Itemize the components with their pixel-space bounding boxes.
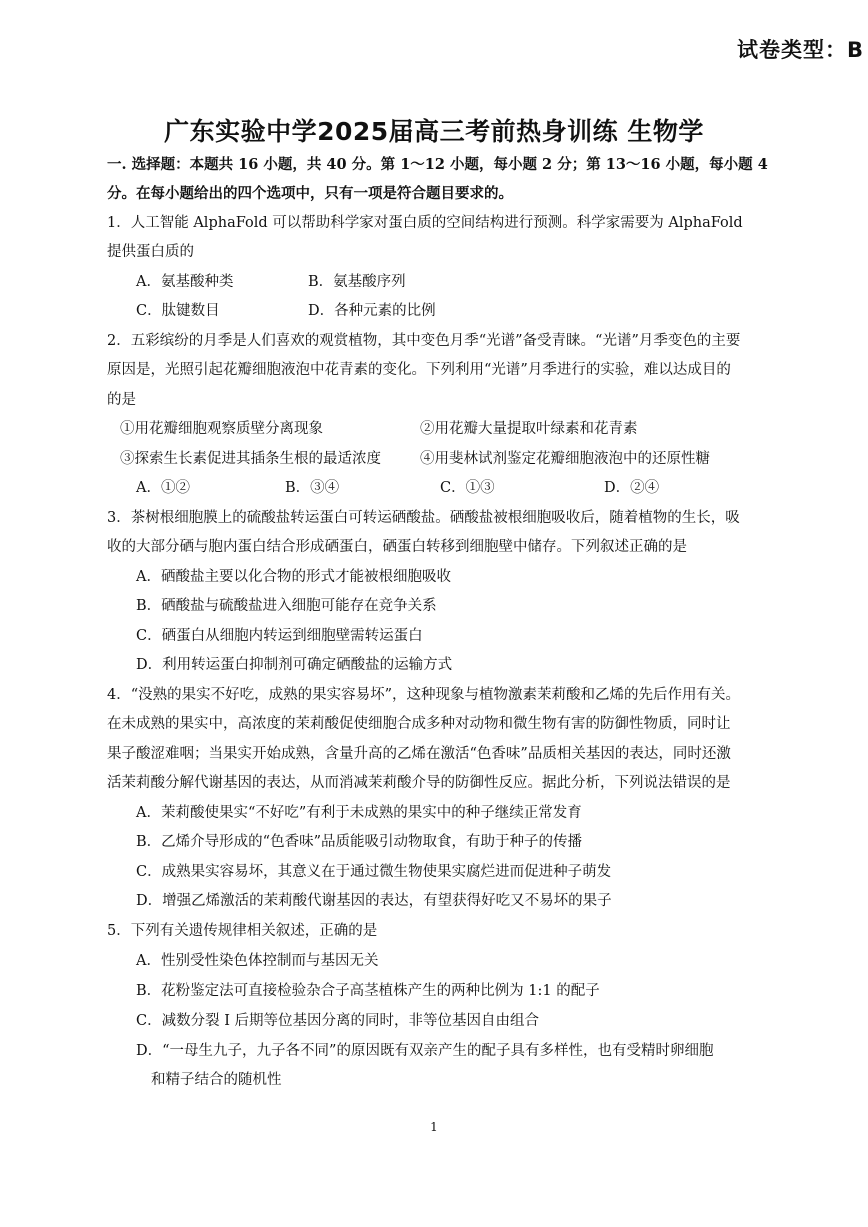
q3-option-c: C．硒蛋白从细胞内转运到细胞壁需转运蛋白 xyxy=(136,628,423,644)
q4-option-c: C．成熟果实容易坏，其意义在于通过微生物使果实腐烂进而促进种子萌发 xyxy=(136,864,612,880)
q1-option-d: D．各种元素的比例 xyxy=(308,303,436,319)
page-title: 广东实验中学2025届高三考前热身训练 生物学 xyxy=(164,117,704,146)
q3-option-b: B．硒酸盐与硫酸盐进入细胞可能存在竞争关系 xyxy=(136,598,437,614)
paper-type-label: 试卷类型：B xyxy=(736,38,864,62)
q5-option-d-line1: D．“一母生九子，九子各不同”的原因既有双亲产生的配子具有多样性，也有受精时卵细胞 xyxy=(136,1043,714,1059)
q4-option-b: B．乙烯介导形成的“色香味”品质能吸引动物取食，有助于种子的传播 xyxy=(136,834,582,850)
q4-stem-line1: 4．“没熟的果实不好吃，成熟的果实容易坏”，这种现象与植物激素茉莉酸和乙烯的先后作用有关。 xyxy=(107,687,741,703)
q4-stem-line3: 果子酸涩难咽；当果实开始成熟，含量升高的乙烯在激活“色香味”品质相关基因的表达，同时还激 xyxy=(107,746,731,762)
q2-stem-line3: 的是 xyxy=(107,392,136,408)
q4-option-d: D．增强乙烯激活的茉莉酸代谢基因的表达，有望获得好吃又不易坏的果子 xyxy=(136,893,612,909)
q5-option-c: C．减数分裂 I 后期等位基因分离的同时，非等位基因自由组合 xyxy=(136,1013,540,1029)
q1-option-c: C．肽键数目 xyxy=(136,303,220,319)
page-number: 1 xyxy=(430,1120,438,1134)
q2-stem-line2: 原因是，光照引起花瓣细胞液泡中花青素的变化。下列利用“光谱”月季进行的实验，难以达成目的 xyxy=(107,362,731,378)
q4-stem-line2: 在未成熟的果实中，高浓度的茉莉酸促使细胞合成多种对动物和微生物有害的防御性物质，同时让 xyxy=(107,716,731,732)
q1-stem-line2: 提供蛋白质的 xyxy=(107,244,194,260)
section-heading-line1: 一. 选择题：本题共 16 小题，共 40 分。第 1～12 小题，每小题 2 分；第 13～16 小题，每小题 4 xyxy=(107,156,768,173)
q2-item-3: ③探索生长素促进其插条生根的最适浓度 xyxy=(120,451,381,467)
q2-option-c: C．①③ xyxy=(440,480,495,496)
q2-item-1: ①用花瓣细胞观察质壁分离现象 xyxy=(120,421,323,437)
q2-option-d: D．②④ xyxy=(604,480,660,496)
q5-option-a: A．性别受性染色体控制而与基因无关 xyxy=(136,953,379,969)
q4-stem-line4: 活茉莉酸分解代谢基因的表达，从而消减茉莉酸介导的防御性反应。据此分析，下列说法错误的是 xyxy=(107,775,731,791)
q3-option-d: D．利用转运蛋白抑制剂可确定硒酸盐的运输方式 xyxy=(136,657,453,673)
q5-option-b: B．花粉鉴定法可直接检验杂合子高茎植株产生的两种比例为 1:1 的配子 xyxy=(136,983,600,999)
q5-stem: 5．下列有关遗传规律相关叙述，正确的是 xyxy=(107,923,378,939)
q4-option-a: A．茉莉酸使果实“不好吃”有利于未成熟的果实中的种子继续正常发育 xyxy=(136,805,582,821)
q1-option-b: B．氨基酸序列 xyxy=(308,274,406,290)
q2-item-4: ④用斐林试剂鉴定花瓣细胞液泡中的还原性糖 xyxy=(420,451,710,467)
q3-option-a: A．硒酸盐主要以化合物的形式才能被根细胞吸收 xyxy=(136,569,451,585)
q5-option-d-line2: 和精子结合的随机性 xyxy=(151,1072,282,1088)
q2-item-2: ②用花瓣大量提取叶绿素和花青素 xyxy=(420,421,638,437)
section-heading-line2: 分。在每小题给出的四个选项中，只有一项是符合题目要求的。 xyxy=(107,185,513,202)
q2-stem-line1: 2．五彩缤纷的月季是人们喜欢的观赏植物，其中变色月季“光谱”备受青睐。“光谱”月季变色的主要 xyxy=(107,333,741,349)
q1-option-a: A．氨基酸种类 xyxy=(136,274,234,290)
q2-option-a: A．①② xyxy=(136,480,190,496)
q2-option-b: B．③④ xyxy=(285,480,340,496)
q3-stem-line1: 3．茶树根细胞膜上的硫酸盐转运蛋白可转运硒酸盐。硒酸盐被根细胞吸收后，随着植物的生长，吸 xyxy=(107,510,740,526)
q3-stem-line2: 收的大部分硒与胞内蛋白结合形成硒蛋白，硒蛋白转移到细胞壁中储存。下列叙述正确的是 xyxy=(107,539,687,555)
q1-stem-line1: 1．人工智能 AlphaFold 可以帮助科学家对蛋白质的空间结构进行预测。科学家需要为 AlphaFold xyxy=(107,215,743,231)
